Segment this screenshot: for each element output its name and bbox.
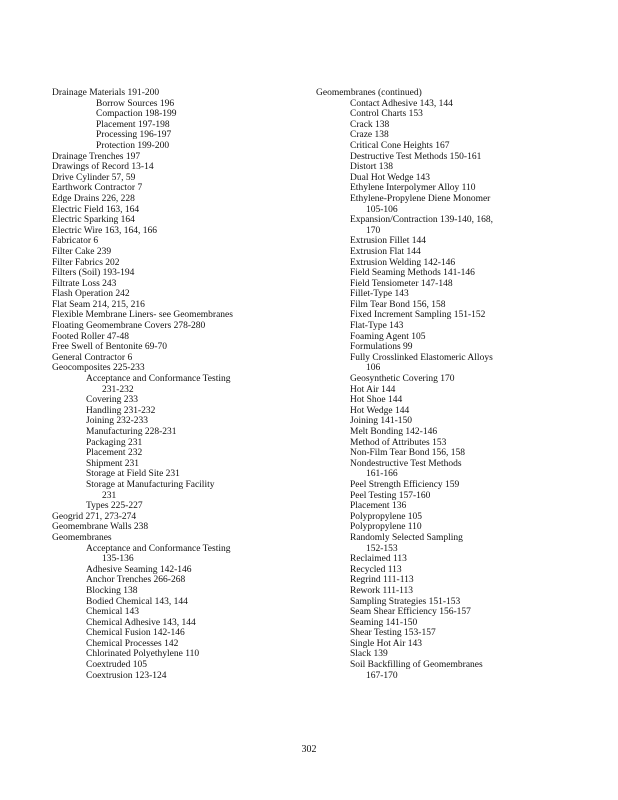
index-entry (316, 258, 596, 269)
index-entry-text: Ethylene Interpolymer Alloy 110 (350, 183, 476, 194)
index-entry-text: Acceptance and Conformance Testing (86, 543, 231, 554)
index-entry (316, 236, 596, 247)
index-entry (52, 194, 307, 205)
index-entry (52, 236, 307, 247)
index-entry-text: Earthwork Contractor 7 (52, 183, 143, 194)
index-entry (52, 618, 307, 629)
index-entry-text: Drainage Materials 191-200 (52, 88, 160, 98)
page-number: 302 (301, 744, 317, 755)
index-entry (52, 88, 307, 99)
index-entry-text: Geomembranes (continued) (316, 88, 422, 98)
index-entry (52, 289, 307, 300)
index-entry (52, 215, 307, 226)
index-entry (52, 205, 307, 216)
index-entry-text: Polypropylene 105 (350, 511, 423, 522)
index-entry (316, 438, 596, 449)
index-entry (316, 491, 596, 502)
index-entry (52, 374, 307, 395)
index-entry (52, 480, 307, 501)
index-entry-text: Placement 197-198 (96, 119, 170, 130)
index-entry-text: Geomembrane Walls 238 (52, 522, 149, 533)
index-entry-text: Handling 231-232 (86, 405, 156, 416)
index-entry (316, 607, 596, 618)
index-entry-text: Craze 138 (350, 130, 389, 141)
index-entry-text: Manufacturing 228-231 (86, 427, 177, 437)
index-entry (52, 99, 307, 110)
index-entry (52, 544, 307, 565)
index-entry-text: Types 225-227 (86, 501, 143, 512)
index-entry-text: Packaging 231 (86, 437, 143, 448)
index-entry-text: Dual Hot Wedge 143 (350, 172, 431, 183)
index-entry-text: Placement 136 (350, 501, 407, 512)
index-entry (316, 279, 596, 290)
index-entry-text: Polypropylene 110 (350, 522, 422, 533)
index-entry-pages: 231 (102, 490, 117, 501)
index-entry-text: Geomembranes (52, 532, 112, 543)
index-entry (316, 247, 596, 258)
index-entry (52, 660, 307, 671)
index-entry (52, 141, 307, 152)
index-entry-text: Fully Crosslinked Elastomeric Alloys (350, 352, 493, 363)
index-entry (52, 565, 307, 576)
index-entry-text: Recycled 113 (350, 564, 402, 575)
index-entry-text: Filter Cake 239 (52, 246, 112, 257)
index-entry-text: Electric Field 163, 164 (52, 204, 140, 215)
index-entry (52, 522, 307, 533)
index-entry-text: Extrusion Fillet 144 (350, 236, 426, 247)
index-entry (52, 310, 307, 321)
index-entry (316, 120, 596, 131)
index-entry-text: Field Tensiometer 147-148 (350, 278, 453, 289)
index-entry-pages: 231-232 (102, 384, 134, 395)
index-entry-text: Shear Testing 153-157 (350, 628, 436, 639)
index-entry-text: Extrusion Flat 144 (350, 246, 421, 257)
index-entry (316, 109, 596, 120)
index-entry-text: Soil Backfilling of Geomembranes (350, 660, 483, 671)
index-entry-text: Slack 139 (350, 649, 388, 660)
index-entry-text: Critical Cone Heights 167 (350, 140, 450, 151)
index-entry (52, 501, 307, 512)
index-entry-text: Crack 138 (350, 119, 390, 130)
index-entry (52, 607, 307, 618)
index-entry-text: Single Hot Air 143 (350, 638, 423, 649)
index-entry-text: Anchor Trenches 266-268 (86, 575, 186, 586)
index-entry (52, 300, 307, 311)
index-entry-text: Hot Air 144 (350, 384, 396, 395)
index-entry (316, 310, 596, 321)
index-entry-text: Chemical 143 (86, 607, 140, 618)
index-entry (316, 268, 596, 279)
index-entry (52, 321, 307, 332)
index-entry (316, 395, 596, 406)
index-entry (52, 469, 307, 480)
index-entry (316, 639, 596, 650)
index-entry-text: Field Seaming Methods 141-146 (350, 268, 475, 279)
index-entry (52, 120, 307, 131)
index-entry-text: Peel Strength Efficiency 159 (350, 479, 460, 490)
index-entry (316, 342, 596, 353)
index-entry-text: Flash Operation 242 (52, 289, 130, 300)
index-entry (316, 353, 596, 374)
index-entry (316, 459, 596, 480)
index-entry (316, 173, 596, 184)
index-entry (316, 533, 596, 554)
index-entry-text: Fixed Increment Sampling 151-152 (350, 310, 486, 321)
index-entry (316, 183, 596, 194)
index-entry-text: Floating Geomembrane Covers 278-280 (52, 321, 206, 332)
index-entry (316, 406, 596, 417)
index-entry (52, 353, 307, 364)
index-entry (316, 215, 596, 236)
index-entry-text: Randomly Selected Sampling (350, 532, 463, 543)
index-entry (52, 258, 307, 269)
index-entry (316, 152, 596, 163)
index-entry-text: Electric Sparking 164 (52, 215, 135, 226)
index-entry (316, 522, 596, 533)
index-entry (52, 512, 307, 523)
index-entry-text: Destructive Test Methods 150-161 (350, 151, 482, 162)
index-entry (52, 533, 307, 544)
index-entry-text: Edge Drains 226, 228 (52, 193, 135, 204)
index-entry-text: Bodied Chemical 143, 144 (86, 596, 188, 607)
index-entry-text: Joining 141-150 (350, 416, 413, 427)
index-entry-text: Joining 232-233 (86, 416, 149, 427)
index-entry-text: Blocking 138 (86, 585, 138, 596)
index-entry (52, 406, 307, 417)
index-entry (52, 173, 307, 184)
index-entry-text: Hot Shoe 144 (350, 395, 403, 406)
index-entry-text: Chemical Fusion 142-146 (86, 628, 185, 639)
index-entry (316, 385, 596, 396)
index-entry-text: Electric Wire 163, 164, 166 (52, 225, 157, 236)
index-entry-text: Sampling Strategies 151-153 (350, 596, 461, 607)
index-entry-text: Method of Attributes 153 (350, 437, 447, 448)
index-entry-text: Storage at Manufacturing Facility (86, 479, 215, 490)
index-entry-text: Coextrusion 123-124 (86, 670, 167, 681)
index-entry (52, 639, 307, 650)
index-entry-text: Contact Adhesive 143, 144 (350, 98, 453, 109)
index-entry (52, 226, 307, 237)
index-entry-text: Coextruded 105 (86, 660, 147, 671)
index-entry (52, 459, 307, 470)
index-entry-text: Covering 233 (86, 395, 138, 406)
index-entry (52, 342, 307, 353)
index-column-right (316, 88, 596, 681)
index-entry-text: Geocomposites 225-233 (52, 363, 145, 374)
index-entry (52, 109, 307, 120)
index-column-left (52, 88, 307, 681)
index-entry (316, 512, 596, 523)
index-entry-text: Hot Wedge 144 (350, 405, 410, 416)
index-entry-text: Flat-Type 143 (350, 321, 404, 332)
index-entry (52, 586, 307, 597)
index-entry-text: Drainage Trenches 197 (52, 151, 141, 162)
index-entry-text: Expansion/Contraction 139-140, 168, (350, 215, 494, 226)
index-entry (316, 427, 596, 438)
index-entry-text: Drive Cylinder 57, 59 (52, 172, 136, 183)
index-entry-text: Chlorinated Polyethylene 110 (86, 649, 200, 660)
index-entry-text: Formulations 99 (350, 342, 413, 353)
index-entry (316, 194, 596, 215)
index-entry (316, 130, 596, 141)
index-entry (316, 289, 596, 300)
index-entry (52, 597, 307, 608)
index-entry (316, 628, 596, 639)
index-entry (316, 554, 596, 565)
index-entry-text: Processing 196-197 (96, 130, 172, 141)
index-entry-pages: 170 (366, 225, 381, 236)
index-entry (52, 247, 307, 258)
index-entry (52, 279, 307, 290)
index-entry (52, 363, 307, 374)
index-entry (52, 438, 307, 449)
index-entry (316, 162, 596, 173)
index-entry-text: Chemical Processes 142 (86, 638, 179, 649)
index-entry-text: Seaming 141-150 (350, 617, 418, 628)
index-entry-pages: 135-136 (102, 554, 134, 565)
index-entry-text: Regrind 111-113 (350, 575, 414, 586)
index-entry-text: Nondestructive Test Methods (350, 458, 462, 469)
index-entry-text: Chemical Adhesive 143, 144 (86, 617, 196, 628)
index-entry-text: Free Swell of Bentonite 69-70 (52, 342, 168, 353)
index-entry (316, 321, 596, 332)
index-entry (52, 671, 307, 682)
index-entry (316, 660, 596, 681)
index-entry-text: Extrusion Welding 142-146 (350, 257, 456, 268)
index-entry-text: Distort 138 (350, 162, 394, 173)
index-entry-text: Non-Film Tear Bond 156, 158 (350, 448, 466, 459)
index-entry (316, 141, 596, 152)
index-entry-text: Storage at Field Site 231 (86, 469, 180, 480)
index-entry (52, 395, 307, 406)
index-entry (316, 597, 596, 608)
index-entry-pages: 105-106 (366, 204, 398, 215)
index-entry-text: Geosynthetic Covering 170 (350, 374, 455, 385)
index-entry (52, 162, 307, 173)
index-entry-text: Protection 199-200 (96, 140, 170, 151)
index-entry-text: Fillet-Type 143 (350, 289, 409, 300)
index-entry-text: Foaming Agent 105 (350, 331, 426, 342)
index-entry-text: Drawings of Record 13-14 (52, 162, 154, 173)
index-entry-text: Flexible Membrane Liners- see Geomembranes (52, 310, 233, 321)
index-entry-text: Flat Seam 214, 215, 216 (52, 299, 145, 310)
index-entry (316, 416, 596, 427)
index-entry (52, 649, 307, 660)
index-entry-text: Filters (Soil) 193-194 (52, 268, 135, 279)
index-entry-text: Geogrid 271, 273-274 (52, 511, 137, 522)
index-entry (316, 374, 596, 385)
index-entry (52, 332, 307, 343)
index-entry-text: Acceptance and Conformance Testing (86, 374, 231, 385)
index-entry (52, 448, 307, 459)
index-entry (52, 268, 307, 279)
index-entry-text: Compaction 198-199 (96, 109, 177, 120)
index-entry-pages: 167-170 (366, 670, 398, 681)
index-entry-text: Reclaimed 113 (350, 554, 407, 565)
index-entry-pages: 152-153 (366, 543, 398, 554)
index-entry (52, 152, 307, 163)
index-entry-text: Control Charts 153 (350, 109, 423, 120)
index-entry (316, 618, 596, 629)
index-entry (316, 88, 596, 99)
index-entry (316, 565, 596, 576)
index-entry-text: General Contractor 6 (52, 352, 133, 363)
index-entry-text: Placement 232 (86, 448, 143, 459)
index-entry-text: Rework 111-113 (350, 585, 414, 596)
index-entry-text: Adhesive Seaming 142-146 (86, 564, 192, 575)
index-entry-text: Fabricator 6 (52, 236, 99, 247)
index-entry-pages: 161-166 (366, 469, 398, 480)
index-entry-text: Shipment 231 (86, 458, 140, 469)
index-entry-text: Peel Testing 157-160 (350, 490, 431, 501)
index-entry (316, 575, 596, 586)
index-entry-pages: 106 (366, 363, 381, 374)
index-entry-text: Ethylene-Propylene Diene Monomer (350, 193, 491, 204)
index-entry (316, 448, 596, 459)
index-entry-text: Borrow Sources 196 (96, 98, 175, 109)
index-entry (316, 649, 596, 660)
index-entry (316, 332, 596, 343)
index-entry (52, 416, 307, 427)
index-entry-text: Footed Roller 47-48 (52, 331, 130, 342)
index-entry-text: Film Tear Bond 156, 158 (350, 299, 446, 310)
index-entry-text: Seam Shear Efficiency 156-157 (350, 607, 471, 618)
index-entry (52, 183, 307, 194)
index-entry (316, 501, 596, 512)
index-entry-text: Melt Bonding 142-146 (350, 427, 438, 437)
index-entry (52, 130, 307, 141)
index-entry-text: Filtrate Loss 243 (52, 278, 117, 289)
index-entry (316, 586, 596, 597)
index-entry (52, 575, 307, 586)
index-entry (316, 99, 596, 110)
index-entry (52, 628, 307, 639)
index-entry-text: Filter Fabrics 202 (52, 257, 120, 268)
index-entry (316, 480, 596, 491)
index-entry (52, 427, 307, 438)
index-entry (316, 300, 596, 311)
